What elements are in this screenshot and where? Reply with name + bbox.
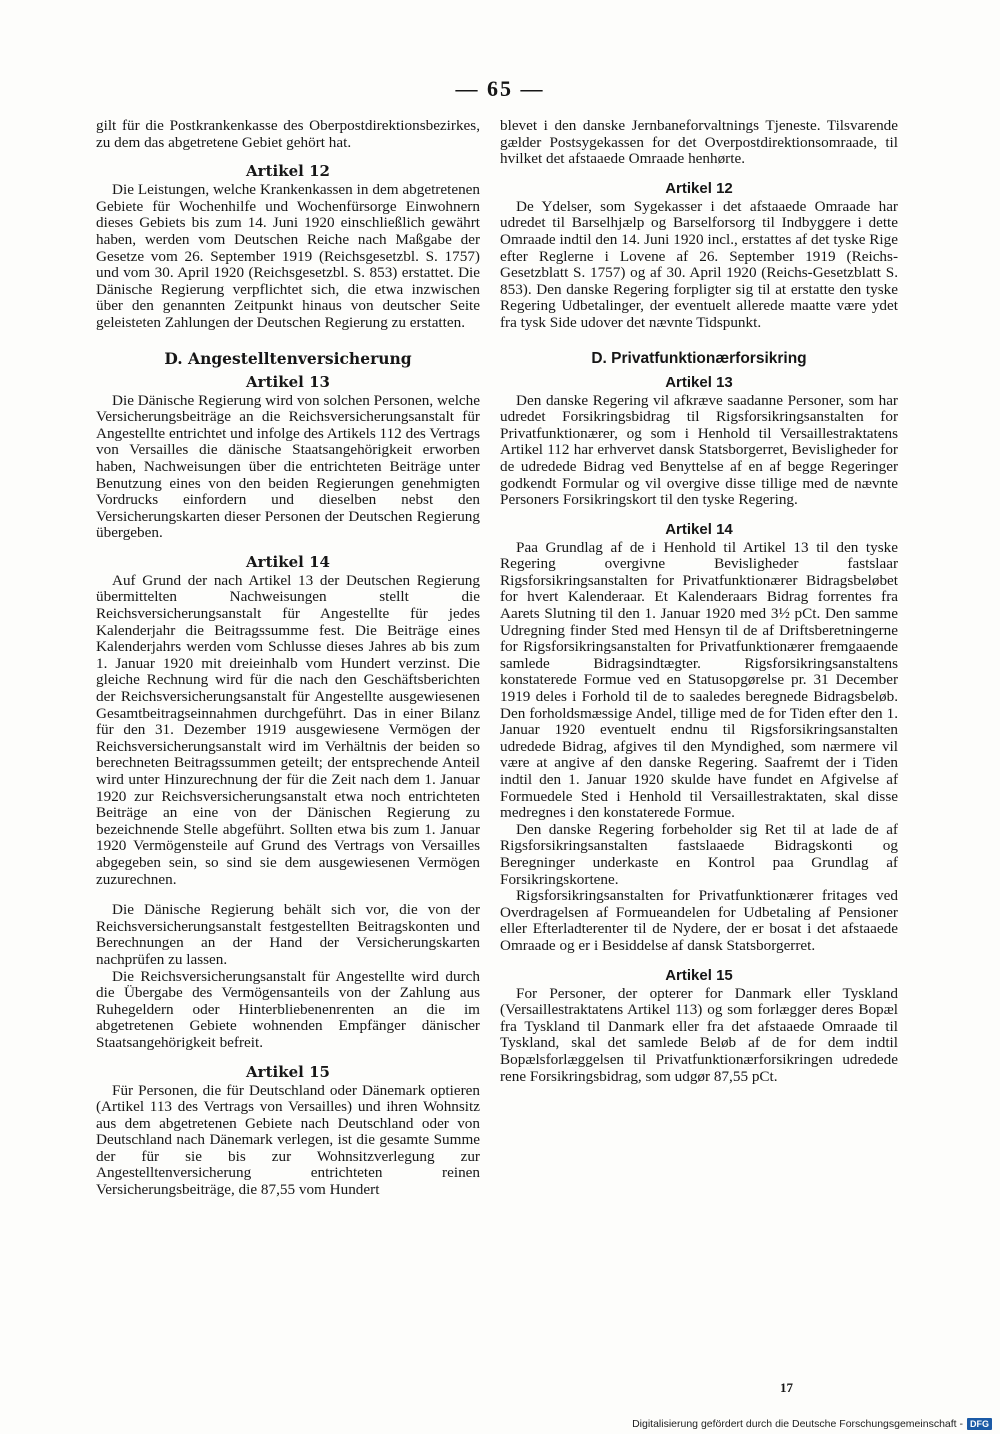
footer [632,1418,992,1430]
german-article-12-text: Die Leistungen, welche Krankenkassen in dem abgetretenen Gebiete für Wochenhilfe und Wochenfürsorge Einwohnern dieses Gebiets bis zum 14. Juni 1920 einschließlich gewährt haben, werden vom Deutschen Reiche nach Maßgabe der Gesetze vom 26. September 1919 (Reichsgesetzbl. S. 1757) und vom 30. April 1920 (Reichsgesetzbl. S. 853) erstattet. Die Dänische Regierung verpflichtet sich, die etwa inzwischen über den genannten Zeitpunkt hinaus von deutscher Seite geleisteten Zahlungen der Deutschen Regierung zu erstatten. [96,181,480,331]
danish-article-13-heading: Artikel 13 [665,373,733,391]
danish-article-15-text: For Personer, der opterer for Danmark eller Tyskland (Versaillestraktatens Artikel 113) og som forlægger deres Bopæl fra Tyskland til Danmark eller fra det afstaaede Omraade til Tyskland, skal det samlede Beløb af de for dem indtil Bopælsforlæggelsen til Privatfunktionærforsikringen udredede rene Forsikringsbidrag, som udgør 87,55 pCt. [500,984,898,1085]
german-section-heading: D. Angestelltenversicherung [164,348,412,368]
german-article-14-p3: Die Reichsversicherungsanstalt für Angestellte wird durch die Übergabe des Vermögensanteils von der Zahlung aus Ruhegeldern oder Hinterbliebenenrenten an die im abgetretenen Gebiete wohnenden Empfänger dänischer Staatsangehörigkeit befreit. [96,967,480,1051]
german-article-15-heading: Artikel 15 [246,1062,330,1081]
footer-text: Digitalisierung gefördert durch die Deutsche Forschungsgemeinschaft - [632,1418,963,1430]
danish-article-12-heading: Artikel 12 [665,179,733,197]
german-article-13-text: Die Dänische Regierung wird von solchen Personen, welche Versicherungsbeiträge an die Reichsversicherungsanstalt für Angestellte entrichtet und infolge des Artikels 112 des Vertrags von Versailles die dänische Staatsangehörigkeit erworben haben, Nachweisungen über die entrichteten Beiträge unter Benutzung eines von den beiden Regierungen genehmigten Vordrucks einfordern und dieselben nebst den Versicherungskarten dieser Personen der Deutschen Regierung übergeben. [96,391,480,542]
danish-article-12-text: De Ydelser, som Sygekasser i det afstaaede Omraade har udredet til Barselhjælp og Barselforsorg til Indbyggere i dette Omraade indtil den 14. Juni 1920 incl., erstattes af det tyske Rige efter Reglerne i Lovene af 26. September 1919 (Reichs-Gesetzblatt S. 1757) og af 30. April 1920 (Reichs-Gesetzblatt S. 853). Den danske Regering forpligter sig til at erstatte den tyske Regering Udbetalinger, der eventuelt allerede maatte være ydet fra tysk Side udover det nævnte Tidspunkt. [500,197,898,331]
danish-intro: blevet i den danske Jernbaneforvaltnings Tjeneste. Tilsvarende gælder Postsygekassen for det Overpostdirektionsomraade, til hvilket det afstaaede Omraade henhørte. [500,117,898,168]
danish-article-15-heading: Artikel 15 [665,966,733,984]
dfg-logo[interactable]: DFG [967,1418,992,1430]
danish-article-14-p1: Paa Grundlag af de i Henhold til Artikel 13 til den tyske Regering overgivne Bevisligheder fastslaar Rigsforsikringsanstalten for Privatfunktionærer Bidragsbeløbet for hvert Kalenderaar. Et Kalenderaars Bidrag forrentes fra Aarets Slutning til den 1. Januar 1920 med 3½ pCt. Den samme Udregning finder Sted med Hensyn til de af Driftsberetningerne for Rigsforsikringsanstalten for Privatfunktionærer fremgaaende samlede Bidragsindtægter. Rigsforsikringsanstaltens konstaterede Formue ved en Statusopgørelse pr. 31 December 1919 deles i Forhold til de to saaledes beregnede Bidragsbeløb. Den forholdsmæssige Andel, tillige med de for Tiden efter den 1. Januar 1920 eventuelt endnu til Rigsforsikringsanstalten udredede Bidrag, afgives til den Myndighed, som nærmere vil være at angive af den danske Regering. Saafremt der i Tiden indtil den 1. Januar 1920 skulde have fundet en Afgivelse af Formuedele Sted i Henhold til Versaillestraktaten, skal disse medregnes i den konstaterede Formue. [500,538,898,822]
danish-article-13-text: Den danske Regering vil afkræve saadanne Personer, som har udredet Forsikringsbidrag til Rigsforsikringsanstalten for Privatfunktionærer, og som i Henhold til Versaillestraktatens Artikel 112 har erhvervet dansk Statsborgerret, Bevisligheder for de udredede Bidrag ved Benyttelse af en af begge Regeringer godkendt Formular og vil overgive disse tillige med de nævnte Personers Forsikringskort til den tyske Regering. [500,391,898,509]
danish-article-14-p2: Den danske Regering forbeholder sig Ret til at lade de af Rigsforsikringsanstalten fastslaaede Bidragskonti og Beregninger underkaste en Kontrol paa Grundlag af Forsikringskortene. [500,820,898,888]
german-article-14-p2: Die Dänische Regierung behält sich vor, die von der Reichsversicherungsanstalt festgestellten Beitragskonten und Berechnungen an der Hand der Versicherungskarten nachprüfen zu lassen. [96,901,480,968]
danish-article-14-p3: Rigsforsikringsanstalten for Privatfunktionærer fritages ved Overdragelsen af Formueandelen for Udbetaling af Pensioner eller Efterladterenter til de Nydere, der er bosat i det afstaaede Omraade og er i Besiddelse af dansk Statsborgerret. [500,887,898,954]
danish-article-14-heading: Artikel 14 [665,520,733,538]
page-number: — 65 — [455,76,545,101]
german-article-15-text: Für Personen, die für Deutschland oder Dänemark optieren (Artikel 113 des Vertrags von Versailles) und ihren Wohnsitz aus dem abgetretenen Gebiete nach Deutschland oder von Deutschland nach Dänemark verlegen, ist die gesamte Summe der für sie bis zur Wohnsitzverlegung zur Angestelltenversicherung entrichteten reinen Versicherungsbeiträge, die 87,55 vom Hundert [96,1081,480,1199]
german-article-14-heading: Artikel 14 [246,552,330,571]
german-article-12-heading: Artikel 12 [246,162,330,181]
sheet-signature: 17 [780,1380,793,1395]
german-article-13-heading: Artikel 13 [246,372,330,391]
german-intro: gilt für die Postkrankenkasse des Oberpostdirektionsbezirkes, zu dem das abgetretene Gebiet gehört hat. [96,117,480,151]
german-article-14-p1: Auf Grund der nach Artikel 13 der Deutschen Regierung übermittelten Nachweisungen stellt die Reichsversicherungsanstalt für Angestellte für jedes Kalenderjahr die Beitragssumme fest. Die Beiträge eines Kalenderjahrs werden vom Schlusse dieses Jahres ab bis zum 1. Januar 1920 mit dreieinhalb vom Hundert verzinst. Die gleiche Rechnung wird für die nach den Geschäftsberichten der Reichsversicherungsanstalt für Angestellte ausgewiesenen Gesamtbeitragseinnahmen durchgeführt. Das in einer Bilanz für den 31. Dezember 1919 ausgewiesene Vermögen der Reichsversicherungsanstalt wird im Verhältnis der beiden so berechneten Beitragssummen geteilt; der entsprechende Anteil wird unter Hinzurechnung der für die Zeit nach dem 1. Januar 1920 zur Reichsversicherungsanstalt etwa noch entrichteten Beiträge an eine von der Dänischen Regierung zu bezeichnende Stelle abgeführt. Sollten etwa bis zum 1. Januar 1920 Vermögensteile auf Grund des Vertrags von Versailles abgegeben sein, so sind sie dem ausgewiesenen Vermögen zuzurechnen. [96,571,480,888]
danish-column [500,118,898,1085]
german-column [96,118,480,1199]
danish-section-heading: D. Privatfunktionærforsikring [591,349,807,367]
